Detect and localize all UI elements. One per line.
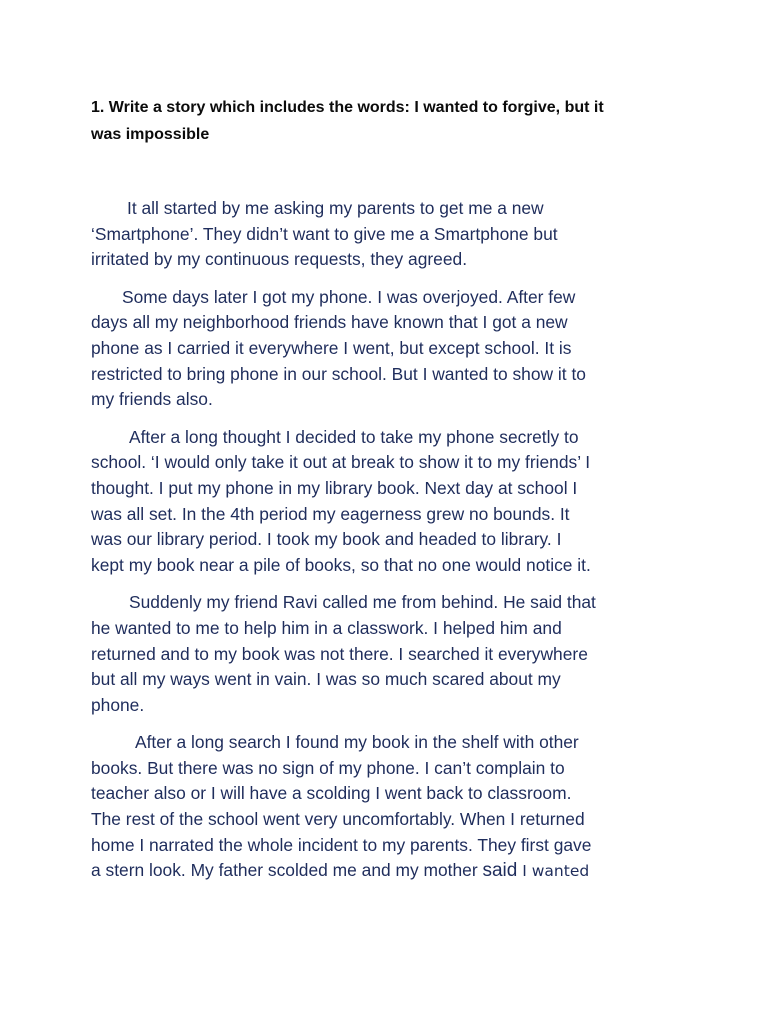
paragraph-line: ‘Smartphone’. They didn’t want to give me a Smartphone but bbox=[91, 223, 558, 244]
paragraph-4 bbox=[91, 590, 681, 718]
last-line-main: a stern look. My father scolded me and my mother bbox=[91, 860, 483, 881]
heading-line-2: was impossible bbox=[91, 126, 210, 143]
paragraph-line: It all started by me asking my parents to get me a new bbox=[127, 198, 544, 218]
paragraph-line: irritated by my continuous requests, they agreed. bbox=[91, 249, 468, 270]
last-line-wanted: I wanted bbox=[517, 862, 590, 881]
paragraph-line: home I narrated the whole incident to my parents. They first gave bbox=[91, 834, 592, 855]
paragraph-line: phone. bbox=[91, 694, 145, 715]
paragraph-line: thought. I put my phone in my library book. Next day at school I bbox=[91, 477, 578, 498]
paragraph-1 bbox=[91, 196, 681, 273]
paragraph-line: books. But there was no sign of my phone. I can’t complain to bbox=[91, 757, 565, 778]
paragraph-2 bbox=[91, 285, 681, 413]
paragraph-last-line bbox=[91, 858, 681, 885]
paragraph-line: restricted to bring phone in our school. But I wanted to show it to bbox=[91, 363, 586, 384]
paragraph-3 bbox=[91, 425, 681, 579]
heading-line-1: 1. Write a story which includes the words: I wanted to forgive, but it bbox=[91, 99, 604, 116]
paragraph-line: Suddenly my friend Ravi called me from behind. He said that bbox=[129, 592, 596, 613]
paragraph-line: but all my ways went in vain. I was so much scared about my bbox=[91, 669, 561, 690]
paragraph-line: teacher also or I will have a scolding I went back to classroom. bbox=[91, 783, 572, 804]
paragraph-line: days all my neighborhood friends have known that I got a new bbox=[91, 312, 568, 333]
last-line-said: said bbox=[482, 860, 518, 882]
paragraph-line: After a long search I found my book in the shelf with other bbox=[135, 732, 579, 753]
paragraph-line: my friends also. bbox=[91, 389, 213, 410]
paragraph-line: Some days later I got my phone. I was overjoyed. After few bbox=[122, 286, 576, 307]
paragraph-line: was all set. In the 4th period my eagerness grew no bounds. It bbox=[91, 503, 570, 524]
paragraph-line: phone as I carried it everywhere I went, but except school. It is bbox=[91, 337, 572, 358]
paragraph-line: After a long thought I decided to take my phone secretly to bbox=[129, 426, 579, 447]
paragraph-line: was our library period. I took my book and headed to library. I bbox=[91, 529, 562, 550]
story-body bbox=[91, 196, 681, 897]
paragraph-line: The rest of the school went very uncomfortably. When I returned bbox=[91, 809, 585, 830]
assignment-heading bbox=[91, 94, 691, 148]
paragraph-line: returned and to my book was not there. I searched it everywhere bbox=[91, 643, 588, 664]
paragraph-line: he wanted to me to help him in a classwork. I helped him and bbox=[91, 617, 562, 638]
paragraph-line: kept my book near a pile of books, so that no one would notice it. bbox=[91, 554, 591, 575]
paragraph-5 bbox=[91, 730, 681, 885]
paragraph-line: school. ‘I would only take it out at break to show it to my friends’ I bbox=[91, 452, 591, 473]
